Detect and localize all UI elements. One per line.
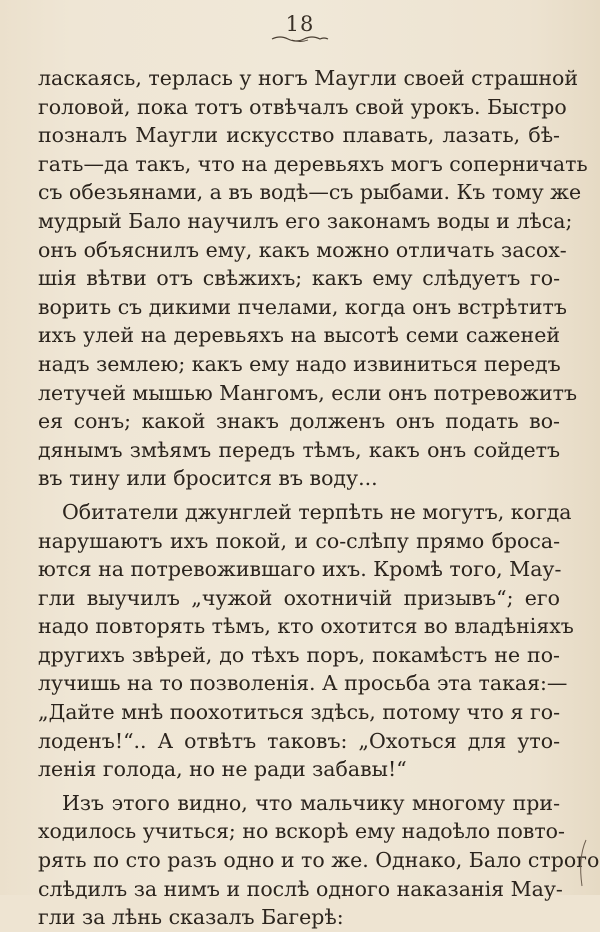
text-line: въ тину или бросится въ воду... bbox=[38, 466, 378, 491]
text-line: надо повторять тѣмъ, кто охотится во владѣніяхъ bbox=[38, 614, 574, 639]
text-line: ворить съ дикими пчелами, когда онъ встрѣтитъ bbox=[38, 294, 567, 319]
text-line: ходилось учиться; но вскорѣ ему надоѣло повто- bbox=[38, 819, 565, 844]
page-number: 18 bbox=[285, 12, 315, 36]
text-line: съ обезьянами, а въ водѣ—съ рыбами. Къ тому же bbox=[38, 180, 582, 205]
text-line: мудрый Бало научилъ его законамъ воды и лѣса; bbox=[38, 208, 573, 233]
text-line: ея сонъ; какой знакъ долженъ онъ подать во- bbox=[38, 409, 560, 434]
text-line: гать—да такъ, что на деревьяхъ могъ соперничать bbox=[38, 151, 588, 176]
text-line: гли выучилъ „чужой охотничій призывъ“; его bbox=[38, 585, 560, 610]
text-line: летучей мышью Мангомъ, если онъ потревожитъ bbox=[38, 380, 578, 405]
text-line: слѣдилъ за нимъ и послѣ одного наказанія Мау- bbox=[38, 876, 563, 901]
ornament-rule bbox=[270, 34, 330, 44]
text-line: другихъ звѣрей, до тѣхъ поръ, покамѣстъ не по- bbox=[38, 642, 560, 667]
page-edge-mark bbox=[568, 838, 592, 888]
text-line: надъ землею; какъ ему надо извиниться передъ bbox=[38, 351, 561, 376]
text-line: позналъ Маугли искусство плавать, лазать, бѣ- bbox=[38, 123, 560, 148]
body-text bbox=[38, 64, 600, 932]
text-line: головой, пока тотъ отвѣчалъ свой урокъ. Быстро bbox=[38, 94, 567, 119]
text-line: лоденъ!“.. А отвѣтъ таковъ: „Охоться для уто- bbox=[38, 728, 560, 753]
text-line: дянымъ змѣямъ передъ тѣмъ, какъ онъ сойдетъ bbox=[38, 437, 560, 462]
text-line: ихъ улей на деревьяхъ на высотѣ семи саженей bbox=[38, 323, 560, 348]
text-line: ются на потревожившаго ихъ. Кромѣ того, Мау- bbox=[38, 557, 562, 582]
text-line: Изъ этого видно, что мальчику многому при- bbox=[62, 790, 560, 815]
paragraph-3 bbox=[38, 789, 600, 932]
text-line: лучишь на то позволенія. А просьба эта такая:— bbox=[38, 671, 568, 696]
paragraph-1 bbox=[38, 64, 588, 493]
text-line: гли за лѣнь сказалъ Багерѣ: bbox=[38, 905, 344, 930]
text-line: ленія голода, но не ради забавы!“ bbox=[38, 757, 407, 782]
text-line: шія вѣтви отъ свѣжихъ; какъ ему слѣдуетъ го- bbox=[38, 266, 560, 291]
text-line: ласкаясь, терлась у ногъ Маугли своей страшной bbox=[38, 66, 579, 90]
text-line: „Дайте мнѣ поохотиться здѣсь, потому что я го- bbox=[38, 700, 560, 725]
text-line: рять по сто разъ одно и то же. Однако, Бало строго bbox=[38, 848, 600, 873]
text-line: онъ объяснилъ ему, какъ можно отличать засох- bbox=[38, 237, 567, 262]
text-line: нарушаютъ ихъ покой, и со-слѣпу прямо броса- bbox=[38, 528, 560, 553]
paragraph-2 bbox=[38, 498, 574, 784]
text-line: Обитатели джунглей терпѣть не могутъ, когда bbox=[62, 499, 572, 524]
